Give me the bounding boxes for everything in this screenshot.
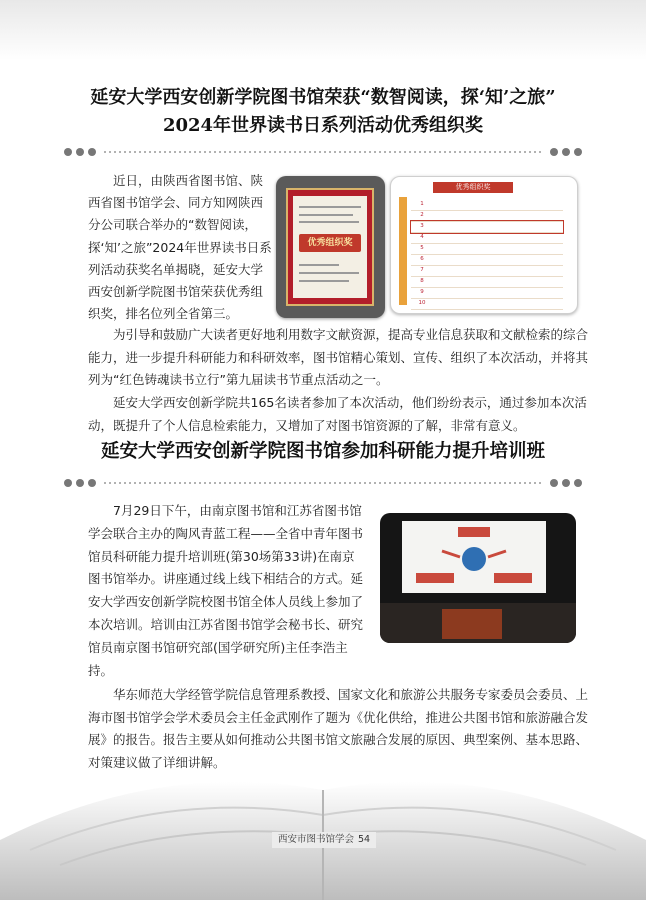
list-item: 2 [411, 210, 563, 222]
article2-intro: 7月29日下午，由南京图书馆和江苏省图书馆学会联合主办的陶风青蓝工程——全省中青年图书馆员科研能力提升培训班(第30场第33讲)在南京图书馆举办。讲座通过线上线下相结合的方式。延安大学西安创新学院校图书馆全体人员线上参加了本次培训。培训由江苏省图书馆学会秘书长、研究馆员南京图书馆研究部(国学研究所)主任李浩主持。 [88, 503, 364, 678]
article1-title-line2: 2024年世界读书日系列活动优秀组织奖 [162, 115, 484, 136]
list-decoration-bar [399, 197, 407, 305]
podium [442, 609, 502, 639]
projection-screen [402, 521, 546, 593]
plaque-text-line [299, 221, 359, 223]
plaque-text-line [299, 264, 339, 266]
article1-paragraph-2: 延安大学西安创新学院共165名读者参加了本次活动，他们纷纷表示，通过参加本次活动，既提升了个人信息检索能力，又增加了对图书馆资源的了解，非常有意义。 [88, 395, 587, 433]
list-item: 1 [411, 199, 563, 211]
article1-paragraph-1: 为引导和鼓励广大读者更好地利用数字文献资源，提高专业信息获取和文献检索的综合能力，进一步提升科研能力和科研效率，图书馆精心策划、宣传、组织了本次活动，并将其列为“红色铸魂读书立行”第九届读书节重点活动之一。 [88, 327, 589, 387]
footer-page-number: 54 [357, 834, 371, 845]
award-plaque-photo [276, 176, 385, 318]
dotted-divider [62, 145, 584, 159]
list-item: 6 [411, 254, 563, 266]
footer-org: 西安市图书馆学会 [277, 834, 354, 845]
plaque [286, 188, 374, 306]
article1-title-line1: 延安大学西安创新学院图书馆荣获“数智阅读，探‘知’之旅” [90, 87, 556, 108]
plaque-text-line [299, 206, 361, 208]
list-item: 9 [411, 287, 563, 299]
plaque-inner [293, 196, 367, 298]
article2-title: 延安大学西安创新学院图书馆参加科研能力提升培训班 [100, 441, 545, 462]
list-item-highlighted: 3 [411, 221, 563, 233]
list-item: 7 [411, 265, 563, 277]
dotted-divider [62, 476, 584, 490]
list-item: 10 [411, 298, 563, 310]
plaque-text-line [299, 280, 349, 282]
page-footer [272, 832, 376, 848]
list-item: 5 [411, 243, 563, 255]
plaque-text-line [299, 214, 353, 216]
list-item: 4 [411, 232, 563, 244]
article1-title [40, 84, 606, 140]
article1-intro: 近日，由陕西省图书馆、陕西省图书馆学会、同方知网陕西分公司联合举办的“数智阅读，探‘知’之旅”2024年世界读书日系列活动获奖名单揭晓，延安大学西安创新学院图书馆荣获优秀组织奖，排名位列全省第三。 [88, 173, 272, 322]
plaque-text-line [299, 272, 359, 274]
top-gradient [0, 0, 646, 60]
plaque-award-title: 优秀组织奖 [299, 234, 361, 252]
award-list-image [390, 176, 578, 314]
list-item: 8 [411, 276, 563, 288]
lecture-photo [380, 513, 576, 643]
slide-diagram [402, 521, 546, 593]
award-list-header: 优秀组织奖 [433, 182, 513, 193]
article2-paragraph-1: 华东师范大学经管学院信息管理系教授、国家文化和旅游公共服务专家委员会委员、上海市图书馆学会学术委员会主任金武刚作了题为《优化供给，推进公共图书馆和旅游融合发展》的报告。报告主要从如何推动公共图书馆文旅融合发展的原因、典型案例、基本思路、对策建议做了详细讲解。 [88, 687, 589, 770]
